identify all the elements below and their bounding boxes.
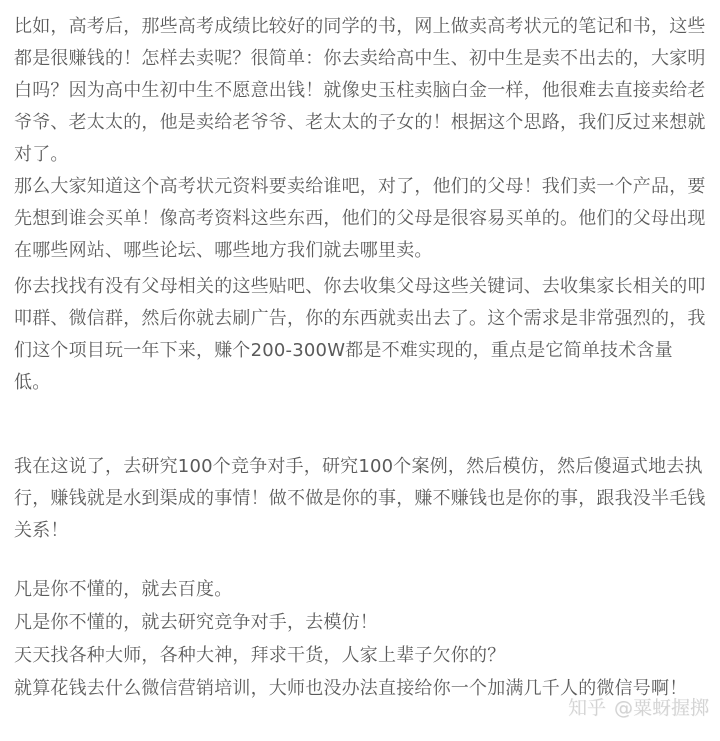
paragraph-2: 那么大家知道这个高考状元资料要卖给谁吧，对了，他们的父母！我们卖一个产品，要先想到谁会买单！像高考资料这些东西，他们的父母是很容易买单的。他们的父母出现在哪些网站、哪些论坛、哪些地方我们就去哪里卖。 <box>14 176 706 261</box>
watermark-site-label: 知乎 <box>567 697 606 719</box>
paragraph-6: 凡是你不懂的，就去研究竞争对手，去模仿！ <box>14 612 378 633</box>
paragraph-3: 你去找找有没有父母相关的这些贴吧、你去收集父母这些关键词、去收集家长相关的叩叩群、微信群，然后你就去刷广告，你的东西就卖出去了。这个需求是非常强烈的，我们这个项目玩一年下来，赚个200-300W都是不难实现的，重点是它简单技术含量低。 <box>14 276 706 393</box>
paragraph-4: 我在这说了，去研究100个竞争对手，研究100个案例，然后模仿，然后傻逼式地去执行，赚钱就是水到渠成的事情！做不做是你的事，赚不赚钱也是你的事，跟我没半毛钱关系！ <box>14 456 706 541</box>
paragraph-8: 就算花钱去什么微信营销培训，大师也没办法直接给你一个加满几千人的微信号啊！ <box>14 678 688 699</box>
paragraph-5: 凡是你不懂的，就去百度。 <box>14 579 233 600</box>
paragraph-1: 比如，高考后，那些高考成绩比较好的同学的书，网上做卖高考状元的笔记和书，这些都是很赚钱的！怎样去卖呢？很简单：你去卖给高中生、初中生是卖不出去的，大家明白吗？因为高中生初中生不愿意出钱！就像史玉柱卖脑白金一样，他很难去直接卖给老爷爷、老太太的，他是卖给老爷爷、老太太的子女的！根据这个思路，我们反过来想就对了。 <box>14 16 706 165</box>
zhihu-watermark <box>568 697 709 719</box>
watermark-username: @粟蚜握掷 <box>613 697 709 719</box>
paragraph-7: 天天找各种大师，各种大神，拜求干货，人家上辈子欠你的？ <box>14 645 506 666</box>
